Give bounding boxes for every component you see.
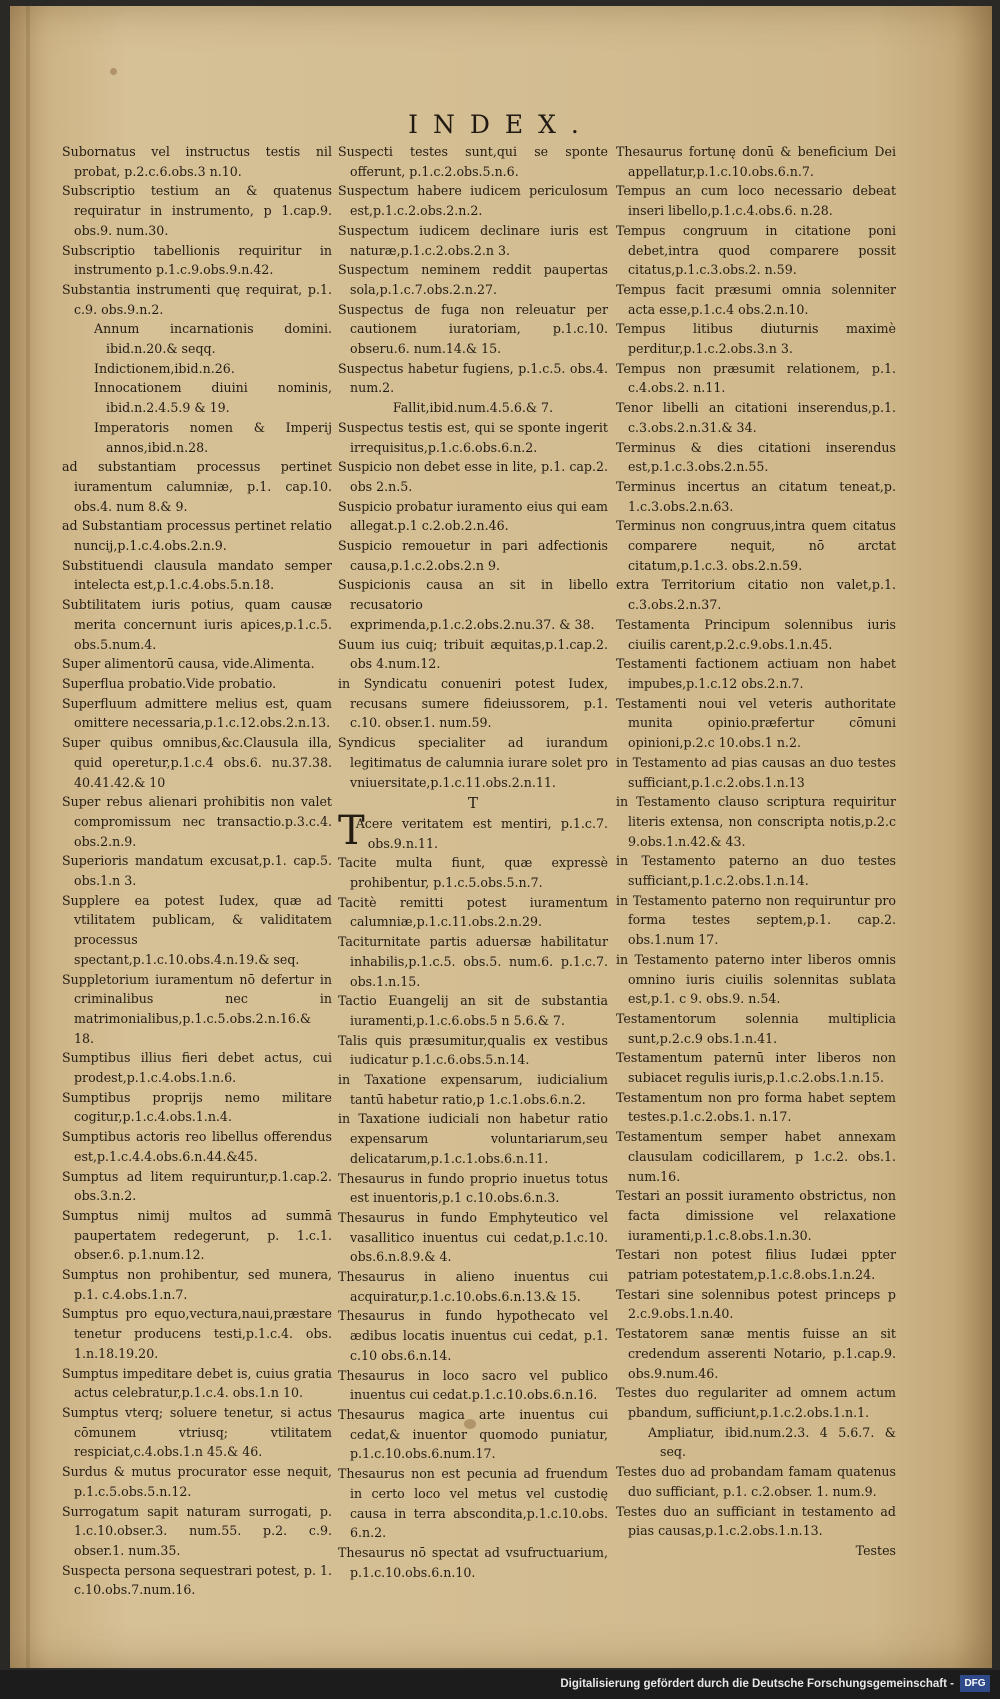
index-entry: Thesaurus in fundo Emphyteutico vel vasallitico inuentus cui cedat,p.1.c.10. obs.6.n.8.9.& 4. bbox=[338, 1209, 608, 1265]
index-entry: Sumptus impeditare debet is, cuius gratia actus celebratur,p.1.c.4. obs.1.n 10. bbox=[62, 1365, 332, 1401]
index-entry: Terminus incertus an citatum teneat,p. 1.c.3.obs.2.n.63. bbox=[616, 478, 896, 514]
index-entry: Testamenti noui vel veteris authoritate munita opinio.præfertur cōmuni opinioni,p.2.c 10.obs.1 n.2. bbox=[616, 695, 896, 751]
index-entry: Testamenti factionem actiuam non habet impubes,p.1.c.12 obs.2.n.7. bbox=[616, 656, 896, 691]
index-entry: Tempus congruum in citatione poni debet,intra quod comparere possit citatus,p.1.c.3.obs.2. n.59. bbox=[616, 222, 896, 278]
index-entry: Suspicio probatur iuramento eius qui eam allegat.p.1 c.2.ob.2.n.46. bbox=[338, 498, 608, 534]
section-letter: T bbox=[467, 794, 478, 813]
index-entry: in Testamento ad pias causas an duo testes sufficiant,p.1.c.2.obs.1.n.13 bbox=[616, 754, 896, 790]
index-entry: Testari non potest filius Iudæi ppter patriam potestatem,p.1.c.8.obs.1.n.24. bbox=[616, 1247, 896, 1283]
index-entry: Suspecta persona sequestrari potest, p. 1. c.10.obs.7.num.16. bbox=[62, 1562, 332, 1598]
index-entry: ad substantiam processus pertinet iuramentum calumniæ, p.1. cap.10. obs.4. num 8.& 9. bbox=[62, 459, 332, 514]
index-entry: Superflua probatio.Vide probatio. bbox=[62, 675, 277, 691]
index-column-left bbox=[62, 142, 332, 1600]
index-entry: Super alimentorū causa, vide.Alimenta. bbox=[62, 656, 315, 672]
index-column-middle bbox=[338, 142, 608, 1582]
index-entry: Syndicus specialiter ad iurandum legitimatus de calumnia iurare solet pro vniuersitate,p.1.c.11.obs.2.n.11. bbox=[338, 735, 608, 790]
index-entry: Subtilitatem iuris potius, quam causæ merita concernunt iuris apices,p.1.c.5. obs.5.num.4. bbox=[62, 597, 332, 652]
index-entry: Tacitè remitti potest iuramentum calumniæ,p.1.c.11.obs.2.n.29. bbox=[338, 894, 608, 930]
dfg-logo: DFG bbox=[960, 1675, 990, 1692]
index-entry: Sumptibus proprijs nemo militare cogitur,p.1.c.4.obs.1.n.4. bbox=[62, 1089, 332, 1125]
index-entry: Thesaurus in alieno inuentus cui acquiratur,p.1.c.10.obs.6.n.13.& 15. bbox=[338, 1269, 608, 1304]
index-entry: Thesaurus non est pecunia ad fruendum in certo loco vel metus vel custodię causa in terra abscondita,p.1.c.10.obs. 6.n.2. bbox=[338, 1466, 608, 1541]
index-entry: Suspectus testis est, qui se sponte ingerit irrequisitus,p.1.c.6.obs.6.n.2. bbox=[338, 419, 608, 455]
index-entry: Suspicio remouetur in pari adfectionis causa,p.1.c.2.obs.2.n 9. bbox=[338, 538, 608, 573]
index-entry: ad Substantiam processus pertinet relatio nuncij,p.1.c.4.obs.2.n.9. bbox=[62, 518, 332, 554]
index-entry: Substituendi clausula mandato semper intelecta est,p.1.c.4.obs.5.n.18. bbox=[62, 557, 332, 593]
index-entry: Suppletorium iuramentum nō defertur in criminalibus nec in matrimonialibus,p.1.c.5.obs.2.n.16.& 18. bbox=[62, 971, 332, 1046]
index-entry: Testamenta Principum solennibus iuris ciuilis carent,p.2.c.9.obs.1.n.45. bbox=[616, 616, 896, 652]
index-entry: Terminus non congruus,intra quem citatus comparere nequit, nō arctat citatum,p.1.c.3. obs.2.n.59. bbox=[616, 518, 896, 573]
index-entry: Thesaurus in fundo hypothecato vel ædibus locatis inuentus cui cedat, p.1. c.10 obs.6.n.14. bbox=[338, 1308, 608, 1363]
index-entry: Ampliatur, ibid.num.2.3. 4 5.6.7. & seq. bbox=[648, 1424, 896, 1460]
index-entry: Testamentum semper habet annexam clausulam codicillarem, p 1.c.2. obs.1. num.16. bbox=[616, 1129, 896, 1184]
index-entry: Suspectum iudicem declinare iuris est naturæ,p.1.c.2.obs.2.n 3. bbox=[338, 222, 608, 258]
index-entry: Tacite multa fiunt, quæ expressè prohibentur, p.1.c.5.obs.5.n.7. bbox=[338, 855, 608, 891]
index-entry: Supplere ea potest Iudex, quæ ad vtilitatem publicam, & validitatem processus spectant,p.1.c.10.obs.4.n.19.& seq. bbox=[62, 892, 332, 967]
page-heading: INDEX. bbox=[408, 110, 594, 139]
index-entry: Sumptibus illius fieri debet actus, cui prodest,p.1.c.4.obs.1.n.6. bbox=[62, 1050, 332, 1086]
index-entry: Surrogatum sapit naturam surrogati, p. 1.c.10.obser.3. num.55. p.2. c.9. obser.1. num.35. bbox=[62, 1503, 332, 1558]
index-entry: Subscriptio tabellionis requiritur in instrumento p.1.c.9.obs.9.n.42. bbox=[62, 242, 332, 278]
index-entry: Taciturnitate partis aduersæ habilitatur inhabilis,p.1.c.5. obs.5. num.6. p.1.c.7. obs.1.n.15. bbox=[338, 934, 608, 989]
funding-credit: Digitalisierung gefördert durch die Deutsche Forschungsgemeinschaft - bbox=[560, 1678, 954, 1690]
index-entry: Testamentum non pro forma habet septem testes.p.1.c.2.obs.1. n.17. bbox=[616, 1089, 896, 1125]
index-entry: Suspectus habetur fugiens, p.1.c.5. obs.4. num.2. bbox=[338, 360, 608, 396]
index-entry: Testamentorum solennia multiplicia sunt,p.2.c.9 obs.1.n.41. bbox=[616, 1010, 896, 1046]
index-entry: Tactio Euangelij an sit de substantia iuramenti,p.1.c.6.obs.5 n 5.6.& 7. bbox=[338, 993, 608, 1028]
footer-bar bbox=[0, 1670, 1000, 1699]
ink-spot bbox=[110, 68, 117, 75]
index-entry: Suspecti testes sunt,qui se sponte offerunt, p.1.c.2.obs.5.n.6. bbox=[338, 144, 608, 179]
index-entry: Testari sine solennibus potest princeps p 2.c.9.obs.1.n.40. bbox=[616, 1286, 896, 1322]
index-entry: Surdus & mutus procurator esse nequit, p.1.c.5.obs.5.n.12. bbox=[62, 1464, 332, 1499]
index-entry: in Testamento paterno an duo testes sufficiant,p.1.c.2.obs.1.n.14. bbox=[616, 853, 896, 889]
index-entry: Talis quis præsumitur,qualis ex vestibus iudicatur p.1.c.6.obs.5.n.14. bbox=[338, 1032, 608, 1068]
index-entry: Super rebus alienari prohibitis non valet compromissum nec transactio.p.3.c.4. obs.2.n.9. bbox=[62, 794, 332, 849]
index-entry: Fallit,ibid.num.4.5.6.& 7. bbox=[392, 400, 554, 416]
index-entry: Testes bbox=[855, 1542, 896, 1558]
index-column-right bbox=[616, 142, 896, 1561]
index-entry: Testatorem sanæ mentis fuisse an sit credendum asserenti Notario, p.1.cap.9. obs.9.num.46. bbox=[616, 1326, 896, 1381]
index-entry: in Taxatione iudiciali non habetur ratio expensarum voluntariarum,seu delicatarum,p.1.c.1.obs.6.n.11. bbox=[338, 1111, 608, 1166]
index-entry: Subscriptio testium an & quatenus requiratur in instrumento, p 1.cap.9. obs.9. num.30. bbox=[62, 183, 332, 238]
index-entry: Substantia instrumenti quę requirat, p.1. c.9. obs.9.n.2. bbox=[62, 281, 332, 317]
index-entry: Imperatoris nomen & Imperij annos,ibid.n.28. bbox=[94, 419, 332, 455]
index-entry: Suspectum neminem reddit paupertas sola,p.1.c.7.obs.2.n.27. bbox=[338, 262, 608, 297]
index-entry: Sumptus pro equo,vectura,naui,præstare tenetur producens testi,p.1.c.4. obs. 1.n.18.19.20. bbox=[62, 1306, 332, 1361]
index-entry: Suspectum habere iudicem periculosum est,p.1.c.2.obs.2.n.2. bbox=[338, 183, 608, 219]
index-entry: in Testamento paterno inter liberos omnis omnino iuris ciuilis solennitas sublata est,p.1. c 9. obs.9. n.54. bbox=[616, 951, 896, 1007]
index-entry: Thesaurus in fundo proprio inuetus totus est inuentoris,p.1 c.10.obs.6.n.3. bbox=[338, 1170, 608, 1206]
index-entry: Superfluum admittere melius est, quam omittere necessaria,p.1.c.12.obs.2.n.13. bbox=[62, 695, 332, 731]
index-entry: Thesaurus fortunę donū & beneficium Dei appellatur,p.1.c.10.obs.6.n.7. bbox=[616, 144, 896, 179]
index-entry: Innocationem diuini nominis, ibid.n.2.4.5.9 & 19. bbox=[94, 380, 332, 416]
index-entry: Suspicionis causa an sit in libello recusatorio exprimenda,p.1.c.2.obs.2.nu.37. & 38. bbox=[338, 577, 608, 632]
index-entry: Tempus non præsumit relationem, p.1. c.4.obs.2. n.11. bbox=[616, 360, 896, 396]
index-entry: Indictionem,ibid.n.26. bbox=[94, 360, 235, 376]
index-entry: Suspicio non debet esse in lite, p.1. cap.2. obs 2.n.5. bbox=[338, 459, 608, 494]
index-entry: in Testamento paterno non requiruntur pro forma testes septem,p.1. cap.2. obs.1.num 17. bbox=[616, 892, 896, 948]
index-entry: Testari an possit iuramento obstrictus, non facta dimissione vel relaxatione iuramenti,p.1.c.8.obs.1.n.30. bbox=[616, 1188, 896, 1243]
index-entry: Terminus & dies citationi inserendus est,p.1.c.3.obs.2.n.55. bbox=[616, 439, 896, 475]
index-entry: Tempus an cum loco necessario debeat inseri libello,p.1.c.4.obs.6. n.28. bbox=[616, 183, 896, 219]
index-entry: Testamentum paternū inter liberos non subiacet regulis iuris,p.1.c.2.obs.1.n.15. bbox=[616, 1050, 896, 1086]
index-entry: Subornatus vel instructus testis nil probat, p.2.c.6.obs.3 n.10. bbox=[62, 144, 332, 179]
book-page bbox=[10, 6, 992, 1668]
index-entry: Tempus litibus diuturnis maximè perditur,p.1.c.2.obs.3.n 3. bbox=[616, 321, 896, 357]
index-entry: Testes duo an sufficiant in testamento ad pias causas,p.1.c.2.obs.1.n.13. bbox=[616, 1503, 896, 1539]
index-entry: in Taxatione expensarum, iudicialium tantū habetur ratio,p 1.c.1.obs.6.n.2. bbox=[338, 1072, 608, 1107]
index-entry: Thesaurus in loco sacro vel publico inuentus cui cedat.p.1.c.10.obs.6.n.16. bbox=[338, 1367, 608, 1403]
index-entry: Suum ius cuiq; tribuit æquitas,p.1.cap.2. obs 4.num.12. bbox=[338, 636, 608, 672]
index-entry: TAcere veritatem est mentiri, p.1.c.7. obs.9.n.11. bbox=[338, 807, 608, 854]
index-entry: Superioris mandatum excusat,p.1. cap.5. obs.1.n 3. bbox=[62, 853, 332, 889]
index-entry: Sumptus ad litem requiruntur,p.1.cap.2. obs.3.n.2. bbox=[62, 1168, 332, 1204]
index-entry: Thesaurus magica arte inuentus cui cedat,& inuentor quomodo puniatur, p.1.c.10.obs.6.num.17. bbox=[338, 1407, 608, 1462]
index-entry: extra Territorium citatio non valet,p.1. c.3.obs.2.n.37. bbox=[616, 577, 896, 613]
index-entry: Tempus facit præsumi omnia solenniter acta esse,p.1.c.4 obs.2.n.10. bbox=[616, 281, 896, 317]
index-entry: Sumptus non prohibentur, sed munera, p.1. c.4.obs.1.n.7. bbox=[62, 1267, 332, 1302]
index-entry: Sumptus vterq; soluere tenetur, si actus cōmunem vtriusq; vtilitatem respiciat,c.4.obs.1.n 45.& 46. bbox=[62, 1405, 332, 1460]
index-entry: Sumptus nimij multos ad summā paupertatem redegerunt, p. 1.c.1. obser.6. p.1.num.12. bbox=[62, 1207, 332, 1263]
gutter-shadow bbox=[26, 6, 30, 1668]
index-entry: in Syndicatu conueniri potest Iudex, recusans sumere fideiussorem, p.1. c.10. obser.1. num.59. bbox=[338, 675, 608, 731]
index-entry: Testes duo regulariter ad omnem actum pbandum, sufficiunt,p.1.c.2.obs.1.n.1. bbox=[616, 1385, 896, 1420]
index-entry: Super quibus omnibus,&c.Clausula illa, quid operetur,p.1.c.4 obs.6. nu.37.38. 40.41.42.& 10 bbox=[62, 735, 332, 790]
index-entry: Suspectus de fuga non releuatur per cautionem iuratoriam, p.1.c.10. obseru.6. num.14.& 15. bbox=[338, 301, 608, 357]
index-entry: Annum incarnationis domini. ibid.n.20.& seqq. bbox=[94, 321, 332, 357]
index-entry: Sumptibus actoris reo libellus offerendus est,p.1.c.4.4.obs.6.n.44.&45. bbox=[62, 1129, 332, 1164]
index-entry: in Testamento clauso scriptura requiritur literis extensa, non conscripta notis,p.2.c 9.obs.1.n.42.& 43. bbox=[616, 794, 896, 849]
index-entry: Testes duo ad probandam famam quatenus duo sufficiant, p.1. c.2.obser. 1. num.9. bbox=[616, 1464, 896, 1499]
index-entry: Thesaurus nō spectat ad vsufructuarium, p.1.c.10.obs.6.n.10. bbox=[338, 1544, 608, 1580]
index-entry: Tenor libelli an citationi inserendus,p.1. c.3.obs.2.n.31.& 34. bbox=[616, 400, 896, 435]
